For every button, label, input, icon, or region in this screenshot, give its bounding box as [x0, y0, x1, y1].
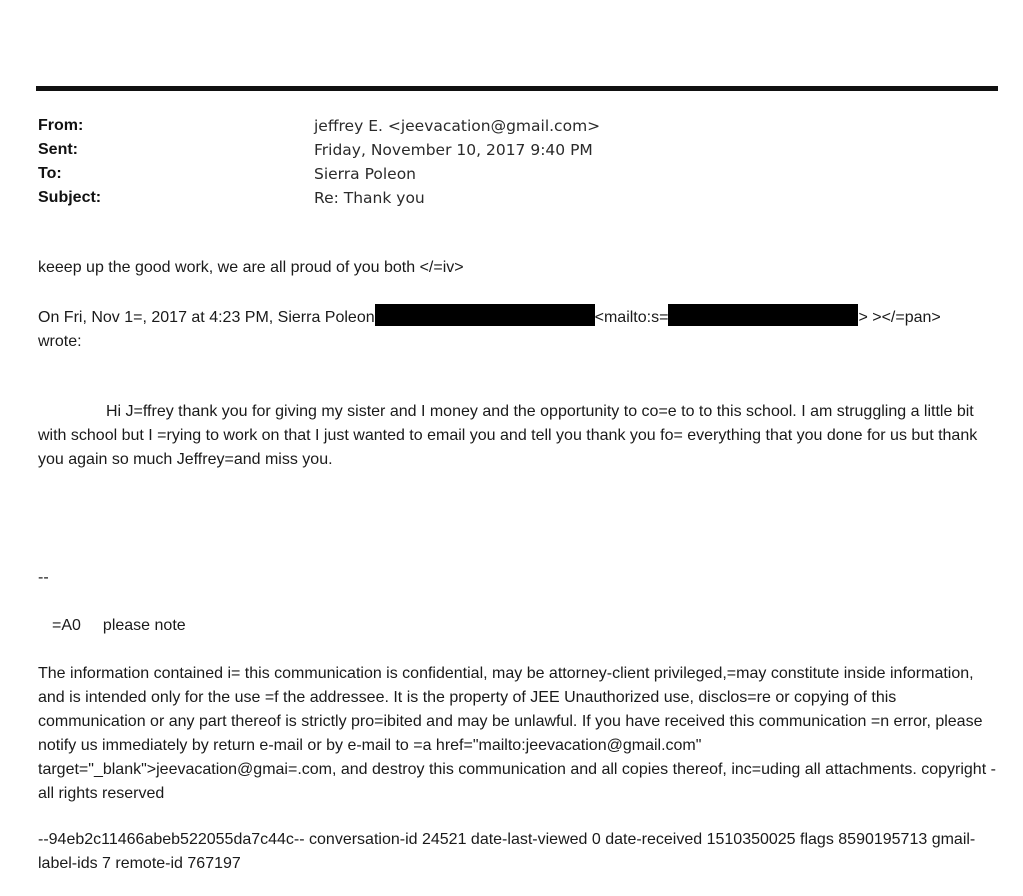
note-text: please note — [102, 617, 186, 634]
metadata-text: --94eb2c11466abeb522055da7c44c-- conversation-id 24521 date-last-viewed 0 date-received 1510350025 flags 8590195713 gmail-label-ids 7 remote-id 767197 — [38, 831, 976, 872]
header-from-value: jeffrey E. <jeevacation@gmail.com> — [314, 117, 601, 135]
header-subject-value: Re: Thank you — [314, 189, 425, 207]
signature-separator: -- — [38, 569, 49, 586]
quote-header — [38, 304, 998, 354]
header-sent — [38, 138, 938, 162]
header-from-label: From: — [38, 117, 84, 134]
redaction-box — [668, 304, 858, 326]
quote-header-part3: > ></=pan> — [858, 309, 941, 326]
reply-text: keeep up the good work, we are all proud of you both </=iv> — [38, 259, 464, 276]
header-to-label: To: — [38, 165, 62, 182]
redaction-box — [375, 304, 595, 326]
quote-header-part4: wrote: — [38, 333, 82, 350]
quote-header-part1: On Fri, Nov 1=, 2017 at 4:23 PM, Sierra Poleon — [38, 309, 375, 326]
quoted-message — [38, 400, 998, 472]
header-sent-value: Friday, November 10, 2017 9:40 PM — [314, 141, 593, 159]
header-to — [38, 162, 938, 186]
header-subject — [38, 186, 938, 210]
header-from — [38, 114, 938, 138]
note-prefix: =A0 — [52, 617, 81, 634]
header-subject-label: Subject: — [38, 189, 102, 206]
note-line — [52, 614, 1012, 638]
header-sent-label: Sent: — [38, 141, 78, 158]
email-headers — [38, 114, 938, 210]
header-rule — [36, 86, 998, 91]
quoted-message-text: Hi J=ffrey thank you for giving my sister and I money and the opportunity to co=e to to this school. I am struggling a little bit with school but I =rying to work on that I just wanted to email you and tell you thank you fo= everything that you done for us but thank you again so much Jeffrey=and miss you. — [38, 403, 978, 468]
header-to-value: Sierra Poleon — [314, 165, 417, 183]
disclaimer-text: The information contained i= this communication is confidential, may be attorney-client privileged,=may constitute inside information, and is intended only for the use =f the addressee. It is the property of JEE Unauthorized use, disclos=re or copying of this communication or any part thereof is strictly pro=ibited and may be unlawful. If you have received this communication =n error, please notify us immediately by return e-mail or by e-mail to =a href="mailto:jeevacation@gmail.com" target="_blank">jeevacation@gmai=.com, and destroy this communication and all copies thereof, inc=uding all attachments. copyright -all rights reserved — [38, 665, 996, 802]
quote-header-part2: <mailto:s= — [594, 309, 669, 326]
